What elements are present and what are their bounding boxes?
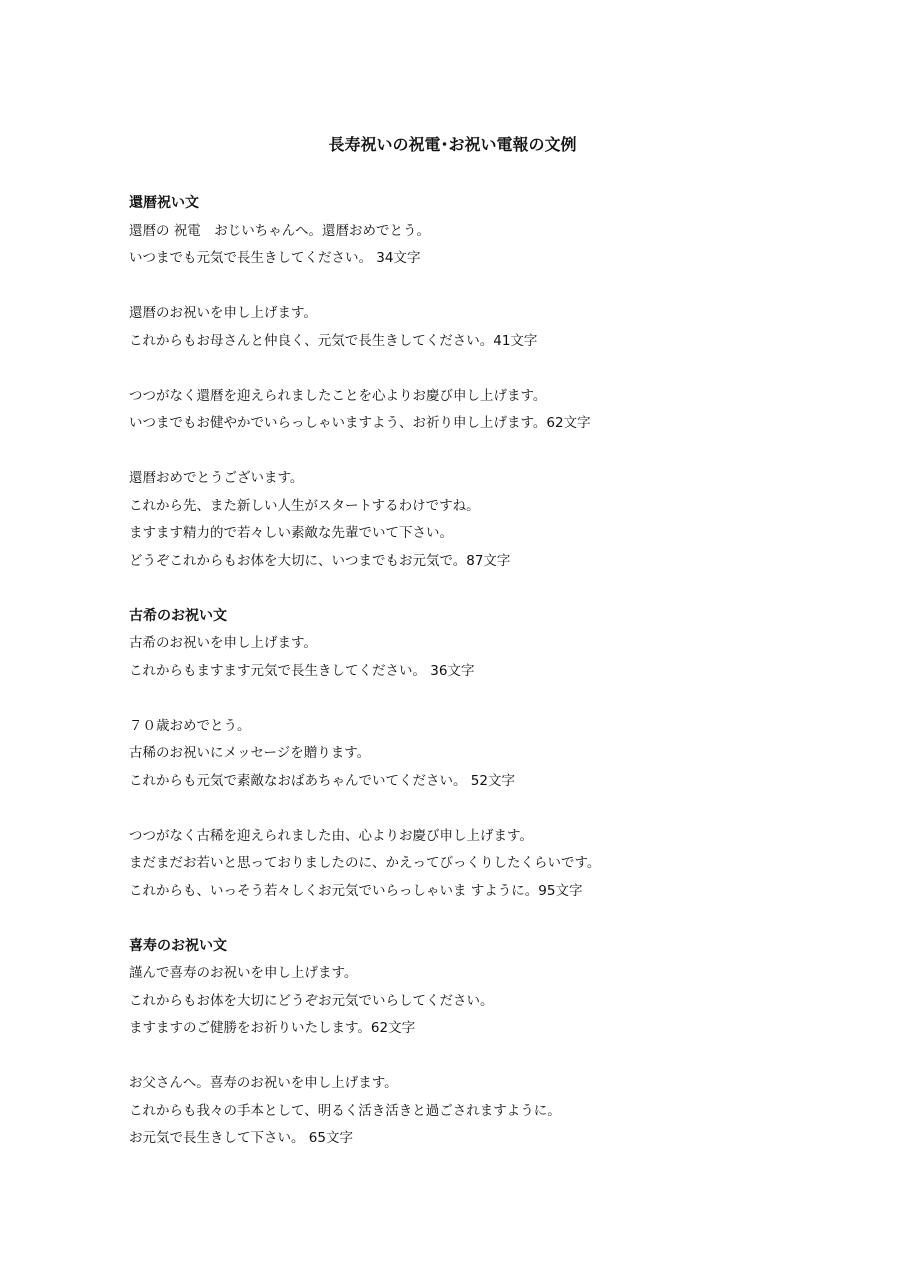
- message-line: これからも元気で素敵なおばあちゃんでいてください。 52文字: [129, 772, 515, 789]
- document-title: 長寿祝いの祝電･お祝い電報の文例: [328, 135, 577, 154]
- message-line: これからもお体を大切にどうぞお元気でいらしてください。: [129, 992, 494, 1009]
- message-example: [129, 218, 869, 273]
- message-line: これからも、いっそう若々しくお元気でいらっしゃいま すように。95文字: [129, 882, 583, 899]
- message-line: どうぞこれからもお体を大切に、いつまでもお元気で。87文字: [129, 552, 511, 569]
- message-line: お元気で長生きして下さい。 65文字: [129, 1130, 353, 1146]
- section-kanreki: [129, 190, 869, 575]
- message-line: いつまでもお健やかでいらっしゃいますよう、お祈り申し上げます。62文字: [129, 415, 591, 431]
- message-line: 還暦おめでとうございます。: [129, 470, 304, 486]
- message-example: [129, 960, 869, 1043]
- section-kiju: [129, 933, 869, 1153]
- section-heading: 古希のお祝い文: [129, 607, 227, 624]
- message-example: [129, 300, 869, 355]
- message-line: これからもお母さんと仲良く、元気で長生きしてください。41文字: [129, 332, 538, 349]
- message-line: 還暦のお祝いを申し上げます。: [129, 305, 317, 321]
- document-body: [129, 190, 869, 1180]
- message-line: いつまでも元気で長生きしてください。 34文字: [129, 250, 421, 266]
- section-koki: [129, 603, 869, 906]
- section-heading: 還暦祝い文: [129, 195, 199, 211]
- message-example: [129, 1070, 869, 1153]
- message-example: [129, 383, 869, 438]
- message-line: これからも我々の手本として、明るく活き活きと過ごされますように。: [129, 1102, 561, 1119]
- message-example: [129, 713, 869, 796]
- message-line: 古希のお祝いを申し上げます。: [129, 635, 317, 651]
- message-example: [129, 465, 869, 575]
- message-example: [129, 823, 869, 906]
- message-line: ７０歳おめでとう。: [129, 717, 251, 734]
- message-line: つつがなく古稀を迎えられました由、心よりお慶び申し上げます。: [129, 827, 533, 844]
- message-line: まだまだお若いと思っておりましたのに、かえってびっくりしたくらいです。: [129, 855, 601, 871]
- message-line: これから先、また新しい人生がスタートするわけですね。: [129, 497, 480, 514]
- message-line: 古稀のお祝いにメッセージを贈ります。: [129, 745, 371, 761]
- section-heading: 喜寿のお祝い文: [129, 937, 227, 954]
- message-line: お父さんへ。喜寿のお祝いを申し上げます。: [129, 1075, 398, 1091]
- message-line: これからもますます元気で長生きしてください。 36文字: [129, 662, 475, 679]
- message-line: ますますのご健勝をお祈りいたします。62文字: [129, 1020, 416, 1036]
- message-example: [129, 630, 869, 685]
- message-line: 謹んで喜寿のお祝いを申し上げます。: [129, 965, 358, 981]
- message-line: ますます精力的で若々しい素敵な先輩でいて下さい。: [129, 525, 453, 541]
- message-line: つつがなく還暦を迎えられましたことを心よりお慶び申し上げます。: [129, 387, 547, 404]
- message-line: 還暦の 祝電 おじいちゃんへ。還暦おめでとう。: [129, 222, 431, 239]
